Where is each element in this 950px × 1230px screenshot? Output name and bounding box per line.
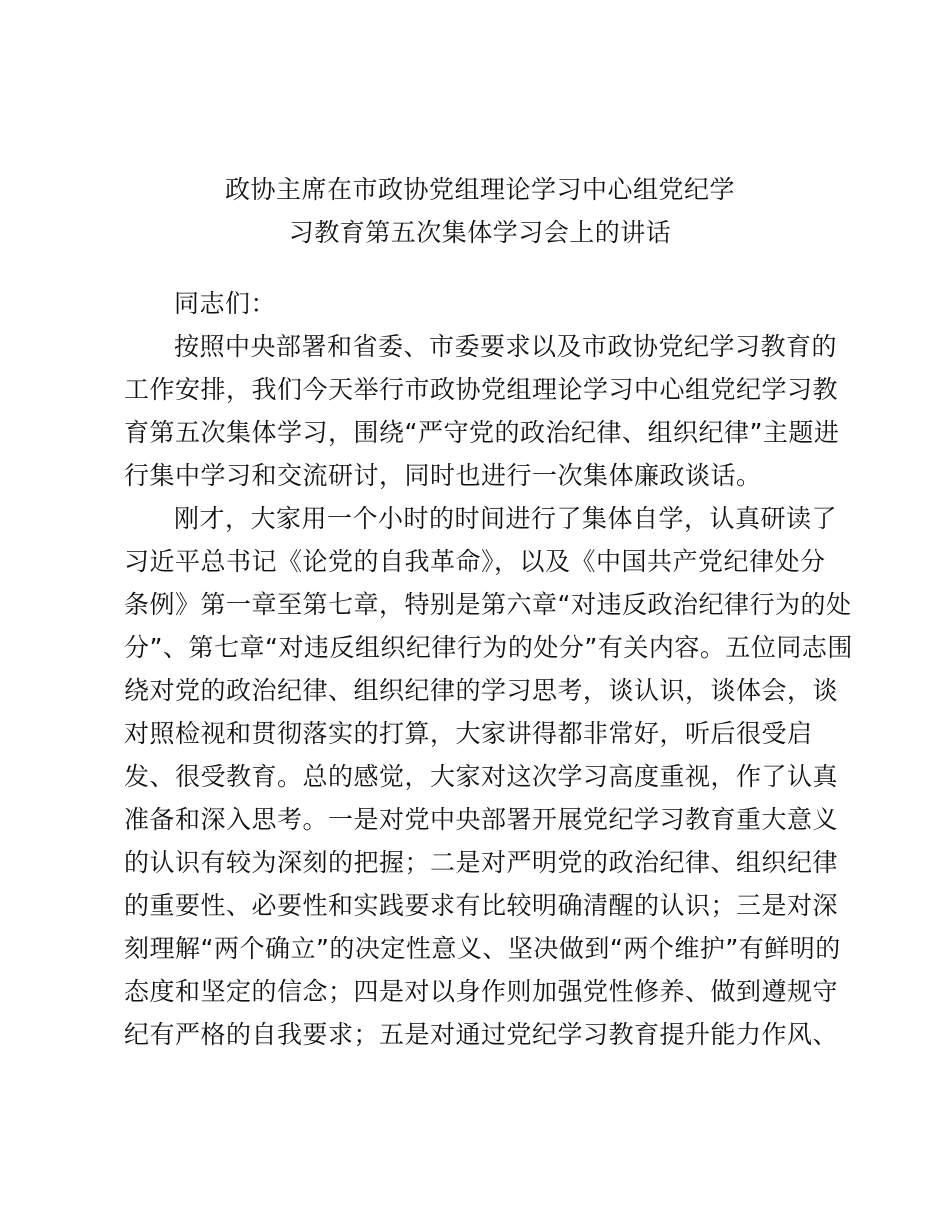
document-title — [120, 168, 840, 254]
paragraph-line: 刚才，大家用一个小时的时间进行了集体自学，认真研读了 — [174, 504, 838, 533]
paragraph-line: 习近平总书记《论党的自我革命》，以及《中国共产党纪律处分 — [124, 547, 826, 576]
paragraph-line: 按照中央部署和省委、市委要求以及市政协党纪学习教育的 — [174, 332, 838, 361]
paragraph-2 — [124, 497, 853, 1056]
paragraph-line: 分”、第七章“对违反组织纪律行为的处分”有关内容。五位同志围 — [124, 633, 853, 662]
paragraph-line: 育第五次集体学习，围绕“严守党的政治纪律、组织纪律”主题进 — [124, 418, 840, 447]
title-line: 习教育第五次集体学习会上的讲话 — [288, 218, 672, 247]
paragraph-line: 对照检视和贯彻落实的打算，大家讲得都非常好，听后很受启 — [124, 719, 813, 748]
paragraph-line: 条例》第一章至第七章，特别是第六章“对违反政治纪律行为的处 — [124, 590, 852, 619]
paragraph-line: 绕对党的政治纪律、组织纪律的学习思考，谈认识，谈体会，谈 — [124, 676, 839, 705]
document-body — [124, 282, 853, 1056]
paragraph-line: 态度和坚定的信念；四是对以身作则加强党性修养、做到遵规守 — [124, 977, 839, 1006]
title-line: 政协主席在市政协党组理论学习中心组党纪学 — [224, 175, 735, 204]
paragraph-line: 准备和深入思考。一是对党中央部署开展党纪学习教育重大意义 — [124, 805, 839, 834]
paragraph-line: 纪有严格的自我要求；五是对通过党纪学习教育提升能力作风、 — [124, 1020, 839, 1049]
paragraph-line: 刻理解“两个确立”的决定性意义、坚决做到“两个维护”有鲜明的 — [124, 934, 841, 963]
paragraph-1 — [124, 325, 840, 497]
paragraph-line: 发、很受教育。总的感觉，大家对这次学习高度重视，作了认真 — [124, 762, 839, 791]
paragraph-line: 工作安排，我们今天举行市政协党组理论学习中心组党纪学习教 — [124, 375, 839, 404]
paragraph-line: 的认识有较为深刻的把握；二是对严明党的政治纪律、组织纪律 — [124, 848, 839, 877]
paragraph-line: 行集中学习和交流研讨，同时也进行一次集体廉政谈话。 — [124, 461, 762, 490]
salutation: 同志们： — [174, 289, 277, 318]
paragraph-line: 的重要性、必要性和实践要求有比较明确清醒的认识；三是对深 — [124, 891, 839, 920]
